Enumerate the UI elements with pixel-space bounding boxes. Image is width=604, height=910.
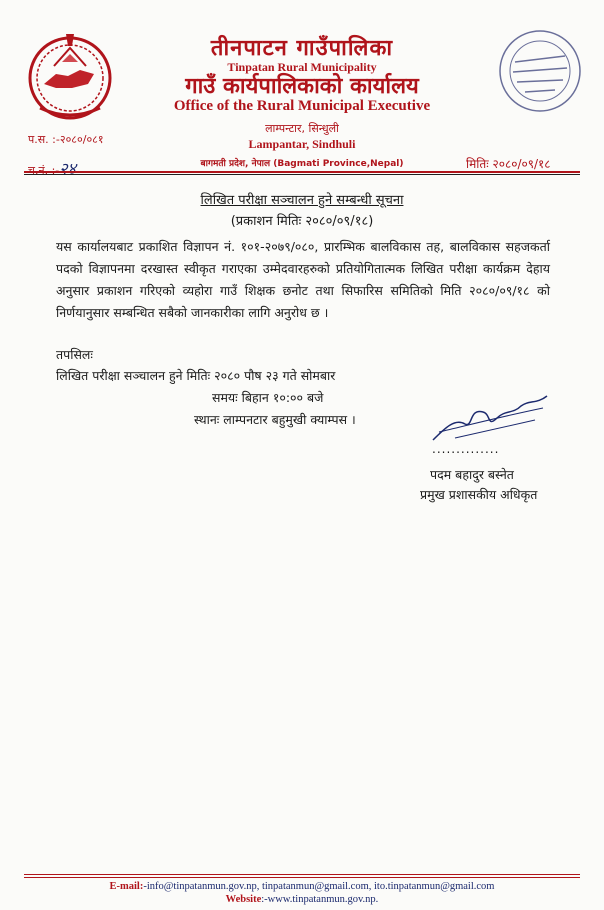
ps-label: प.स. :- (28, 133, 60, 146)
footer-contact (0, 880, 604, 906)
municipality-name-english: Tinpatan Rural Municipality (227, 60, 377, 74)
letter-date (466, 155, 551, 172)
footer-divider-top (24, 874, 580, 875)
exam-venue: स्थानः लाम्पनटार बहुमुखी क्याम्पस । (194, 412, 356, 427)
chalani-number (28, 157, 76, 179)
header-divider-dark (24, 174, 580, 175)
header-divider-red (24, 171, 580, 173)
cn-label: च.नं. :- (28, 164, 60, 177)
office-seal-stamp (495, 22, 585, 120)
date-label: मितिः (466, 157, 489, 171)
details-heading: तपसिलः (56, 347, 93, 362)
signature (425, 388, 555, 448)
date-value: २०८०/०९/१८ (492, 157, 551, 171)
subject-text: लिखित परीक्षा सञ्चालन हुने सम्बन्धी सूचना (200, 193, 404, 208)
email-text[interactable]: -info@tinpatanmun.gov.np, tinpatanmun@gmail.com, ito.tinpatanmun@gmail.com (143, 881, 495, 892)
exam-date: लिखित परीक्षा सञ्चालन हुने मितिः २०८० पौष २३ गते सोमबार (56, 368, 336, 383)
address-nepali: लाम्पन्टार, सिन्धुली (265, 122, 339, 135)
office-name-nepali: गाउँ कार्यपालिकाको कार्यालय (185, 74, 419, 99)
cn-value: २४ (59, 159, 76, 178)
address-english: Lampantar, Sindhuli (248, 137, 356, 151)
patra-sankhya (28, 132, 104, 147)
website-text[interactable]: :-www.tinpatanmun.gov.np. (261, 894, 379, 905)
footer-email (0, 880, 604, 893)
nepal-emblem-logo (22, 26, 118, 126)
province-line: बागमती प्रदेश, नेपाल (Bagmati Province,Nepal) (200, 159, 404, 169)
footer-website (0, 893, 604, 906)
email-label: E-mail: (109, 881, 144, 892)
publish-date: (प्रकाशन मितिः २०८०/०९/१८) (230, 214, 374, 229)
footer-divider-bottom (24, 877, 580, 878)
website-label: Website (225, 894, 262, 905)
ps-value: २०८०/०८१ (59, 133, 104, 146)
signature-line: .............. (432, 442, 500, 456)
municipality-name-nepali: तीनपाटन गाउँपालिका (210, 36, 394, 61)
office-name-english: Office of the Rural Municipal Executive (173, 98, 431, 114)
signatory-title: प्रमुख प्रशासकीय अधिकृत (420, 487, 538, 502)
exam-time: समयः बिहान १०:०० बजे (212, 390, 324, 405)
notice-subject (0, 190, 604, 208)
notice-body: यस कार्यालयबाट प्रकाशित विज्ञापन नं. १०१-२०७९/०८०, प्रारम्भिक बालविकास तह, बालविकास सहजकर्ता पदको विज्ञापनमा दरखास्त स्वीकृत गराएका उम्मेदवारहरुको प्रतियोगितात्मक लिखित परीक्षा कार्यक्रम देहाय अनुसार प्रकाशन गरिएको व्यहोरा गाउँ शिक्षक छनोट तथा सिफारिस समितिको मिति २०८०/०९/१८ को निर्णयानुसार सम्बन्धित सबैको जानकारीका लागि अनुरोध छ । (56, 239, 550, 320)
signatory-name: पदम बहादुर बस्नेत (430, 467, 514, 482)
